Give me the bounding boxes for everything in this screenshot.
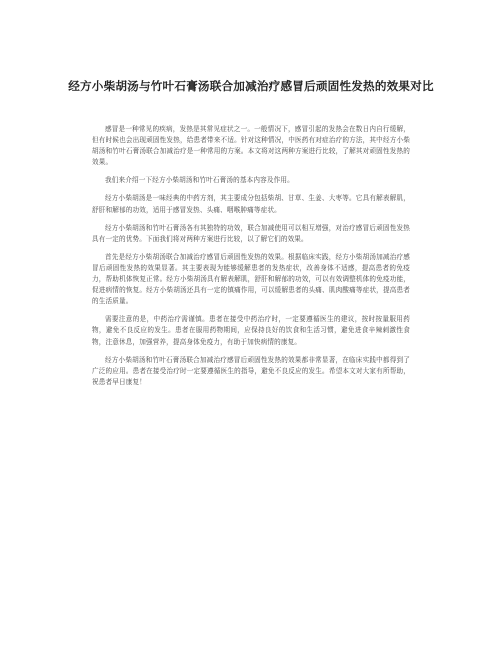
paragraph-4: 经方小柴胡汤和竹叶石膏汤各有其独特的功效，联合加减使用可以相互增强，对治疗感冒后顽固性发热具有一定的优势。下面我们将对两种方案进行比较，以了解它们的效果。 bbox=[92, 223, 410, 243]
paragraph-7: 经方小柴胡汤和竹叶石膏汤联合加减治疗感冒后顽固性发热的效果都非常显著，在临床实践中都得到了广泛的应用。患者在接受治疗时一定要遵循医生的指导，避免不良反应的发生。希望本文对大家有所帮助，祝患者早日康复！ bbox=[92, 355, 410, 386]
document-body bbox=[92, 124, 410, 395]
paragraph-2: 我们来介绍一下经方小柴胡汤和竹叶石膏汤的基本内容及作用。 bbox=[105, 176, 294, 185]
paragraph-3: 经方小柴胡汤是一味经典的中药方剂，其主要成分包括柴胡、甘草、生姜、大枣等。它具有解表解肌，舒肝和解郁的功效，适用于感冒发热、头痛、咽喉肿痛等症状。 bbox=[92, 194, 410, 214]
paragraph-6: 需要注意的是，中药治疗需谨慎。患者在接受中药治疗时，一定要遵循医生的建议，按时按量服用药物，避免不良反应的发生。患者在服用药物期间，应保持良好的饮食和生活习惯，避免进食辛辣刺激性食物，注意休息，加强营养，提高身体免疫力，有助于加快病情的康复。 bbox=[92, 315, 410, 346]
paragraph-1: 感冒是一种常见的疾病，发热是其常见症状之一。一般情况下，感冒引起的发热会在数日内自行缓解，但有时候也会出现顽固性发热，给患者带来不适。针对这种情况，中医药有对症治疗的方法，其中经方小柴胡汤和竹叶石膏汤联合加减治疗是一种常用的方案。本文将对这两种方案进行比较，了解其对顽固性发热的效果。 bbox=[92, 125, 410, 167]
document-title: 经方小柴胡汤与竹叶石膏汤联合加减治疗感冒后顽固性发热的效果对比 bbox=[68, 79, 434, 93]
paragraph-5: 首先是经方小柴胡汤联合加减治疗感冒后顽固性发热的效果。根据临床实践，经方小柴胡汤加减治疗感冒后顽固性发热的效果显著。其主要表现为能够缓解患者的发热症状，改善身体不适感，提高患者的免疫力，帮助机体恢复正常。经方小柴胡汤具有解表解肌，舒肝和解郁的功效，可以有效调整机体的免疫功能，促进病情的恢复。经方小柴胡汤还具有一定的镇痛作用，可以缓解患者的头痛、肌肉酸痛等症状，提高患者的生活质量。 bbox=[92, 252, 410, 306]
